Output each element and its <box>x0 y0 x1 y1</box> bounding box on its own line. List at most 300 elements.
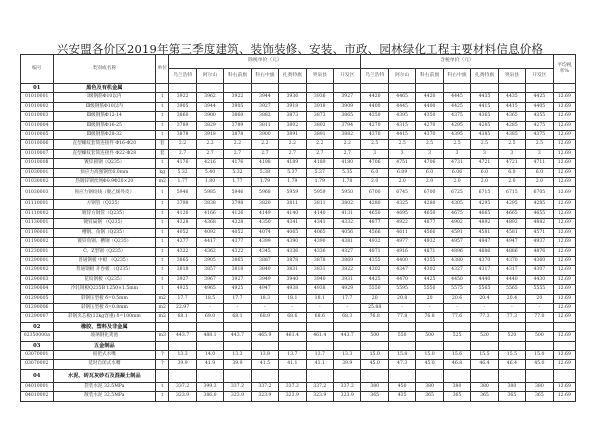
incl-tax-price: 4957 <box>443 238 470 247</box>
excl-tax-price: 39.9 <box>224 360 251 369</box>
excl-tax-price: 2.7 <box>251 149 278 158</box>
excl-tax-price: 3922 <box>224 93 251 102</box>
incl-tax-price: 2.0 <box>361 178 388 187</box>
excl-region-header: 乌兰浩特 <box>169 69 196 84</box>
excl-tax-price: 323.9 <box>169 392 196 401</box>
incl-tax-price: 550 <box>388 332 415 341</box>
item-unit: m2 <box>156 294 169 303</box>
item-name: 镀锌方钢管（Q235） <box>53 209 156 218</box>
excl-tax-price: 69.0 <box>196 313 223 322</box>
excl-tax-price: 3891 <box>306 131 333 140</box>
incl-tax-price: 4405 <box>526 102 554 111</box>
incl-tax-price: 4425 <box>361 275 388 284</box>
excl-tax-price: 3962 <box>196 93 223 102</box>
incl-tax-price: 4611 <box>388 228 415 237</box>
excl-tax-price: 18.1 <box>279 294 306 303</box>
avg-tax-rate: 12.69 <box>553 187 575 200</box>
incl-tax-price: 2.0 <box>471 178 498 187</box>
incl-tax-price: 4435 <box>471 93 498 102</box>
table-row <box>21 275 576 284</box>
incl-tax-price: 4280 <box>361 200 388 209</box>
incl-tax-price: 4295 <box>498 200 525 209</box>
item-code: 01010008 <box>21 159 54 168</box>
empty-cell <box>361 322 388 331</box>
empty-cell <box>224 322 251 331</box>
excl-tax-price: 5959 <box>306 187 333 200</box>
incl-tax-price: 4581 <box>471 228 498 237</box>
empty-cell <box>169 369 196 382</box>
avg-tax-rate: 12.69 <box>553 256 575 265</box>
item-name: 袋装水泥 32.5MPa <box>53 382 156 391</box>
incl-region-header: 科右前旗 <box>416 69 443 84</box>
incl-tax-price: 365 <box>443 392 470 401</box>
excl-tax-price: 4131 <box>333 209 361 218</box>
incl-tax-price: 3 <box>526 149 554 158</box>
item-code: 01030003 <box>21 187 54 200</box>
incl-region-header: 科右中旗 <box>443 69 470 84</box>
incl-tax-price: 4370 <box>361 131 388 140</box>
excl-tax-price: 2.2 <box>333 140 361 149</box>
empty-cell <box>196 341 223 350</box>
excl-tax-price: 4368 <box>196 219 223 228</box>
col-unit-header: 单位 <box>156 55 169 84</box>
excl-tax-price: 3798 <box>169 200 196 209</box>
excl-tax-price: - <box>279 303 306 312</box>
excl-tax-price: 4328 <box>169 219 196 228</box>
incl-tax-price: 4380 <box>443 256 470 265</box>
excl-tax-price: 465.9 <box>251 332 278 341</box>
incl-tax-price: 4706 <box>416 159 443 168</box>
empty-cell <box>169 341 196 350</box>
excl-tax-price: 3905 <box>169 102 196 111</box>
excl-tax-price: 3882 <box>333 131 361 140</box>
excl-tax-price: 5946 <box>224 187 251 200</box>
item-unit: t <box>156 200 169 209</box>
avg-tax-rate: 12.69 <box>553 200 575 209</box>
table-row <box>21 159 576 168</box>
table-row <box>21 187 576 200</box>
item-unit: t <box>156 382 169 391</box>
incl-tax-price: 520 <box>471 332 498 341</box>
excl-tax-price: 337.2 <box>169 382 196 391</box>
col-code-header: 编号 <box>21 55 54 84</box>
incl-tax-price: 4450 <box>443 275 470 284</box>
excl-tax-price: 1.77 <box>224 178 251 187</box>
avg-tax-rate: 12.69 <box>553 285 575 294</box>
incl-tax-price: 4420 <box>416 93 443 102</box>
item-code: 01010004 <box>21 121 54 130</box>
incl-tax-price: 4977 <box>388 238 415 247</box>
excl-tax-price: 3802 <box>306 121 333 130</box>
empty-cell <box>251 341 278 350</box>
avg-tax-rate: 12.69 <box>553 178 575 187</box>
excl-tax-price: 3927 <box>251 102 278 111</box>
item-unit: 个 <box>156 360 169 369</box>
excl-tax-price: 5950 <box>333 187 361 200</box>
excl-tax-price: 4341 <box>279 219 306 228</box>
incl-tax-price: 2.0 <box>526 178 554 187</box>
item-unit: t <box>156 209 169 218</box>
excl-tax-price: 4336 <box>279 247 306 256</box>
excl-tax-price: 4140 <box>279 209 306 218</box>
excl-tax-price: 39.9 <box>333 360 361 369</box>
table-row <box>21 121 576 130</box>
empty-cell <box>443 84 470 93</box>
empty-cell <box>498 322 525 331</box>
excl-tax-price: 3873 <box>279 112 306 121</box>
item-unit: t <box>156 266 169 275</box>
excl-tax-price: 17.7 <box>169 294 196 303</box>
item-code: 01190002 <box>21 238 54 247</box>
incl-tax-price: 15.0 <box>526 350 554 359</box>
empty-cell <box>251 369 278 382</box>
excl-tax-price: 3811 <box>279 200 306 209</box>
incl-tax-price: 5565 <box>471 285 498 294</box>
table-row <box>21 238 576 247</box>
incl-tax-price: 4882 <box>526 219 554 228</box>
incl-tax-price: - <box>443 303 470 312</box>
item-code: 01010007 <box>21 149 54 158</box>
item-code: 01110002 <box>21 209 54 218</box>
excl-tax-price: 3918 <box>196 131 223 140</box>
avg-tax-rate: 12.69 <box>553 294 575 303</box>
empty-cell <box>471 369 498 382</box>
table-row <box>21 285 576 294</box>
incl-tax-price: 4711 <box>526 159 554 168</box>
incl-tax-price: 5550 <box>361 285 388 294</box>
excl-tax-price: 4965 <box>196 285 223 294</box>
excl-tax-price: 386.0 <box>196 392 223 401</box>
incl-tax-price: 20 <box>526 294 554 303</box>
item-code: 03070002 <box>21 360 54 369</box>
empty-cell <box>306 322 333 331</box>
empty-cell <box>306 84 333 93</box>
incl-tax-price: 6.0 <box>498 168 525 177</box>
incl-tax-price: 4876 <box>526 247 554 256</box>
incl-tax-price: 4892 <box>498 219 525 228</box>
incl-tax-price: 4400 <box>361 102 388 111</box>
incl-tax-price: 2.0 <box>443 178 470 187</box>
excl-tax-group-header: 除税单价（元） <box>169 55 361 69</box>
excl-tax-price: 68.3 <box>333 313 361 322</box>
excl-tax-price: 3909 <box>333 102 361 111</box>
excl-tax-price: 13.3 <box>333 350 361 359</box>
excl-tax-price: 13.7 <box>279 350 306 359</box>
incl-tax-price: 4350 <box>416 112 443 121</box>
excl-tax-price: 3878 <box>306 256 333 265</box>
excl-tax-price: 3891 <box>279 131 306 140</box>
excl-tax-price: 2.2 <box>224 140 251 149</box>
incl-tax-price: 4435 <box>498 93 525 102</box>
incl-tax-price: 2.0 <box>416 178 443 187</box>
empty-cell <box>443 322 470 331</box>
excl-tax-price: 5.37 <box>279 168 306 177</box>
excl-tax-price: 3818 <box>169 266 196 275</box>
item-code: 01030001 <box>21 168 54 177</box>
excl-tax-price: 3900 <box>251 131 278 140</box>
incl-tax-price: 6.0 <box>526 168 554 177</box>
incl-tax-price: 4932 <box>416 238 443 247</box>
item-name: 彩钢夹芯板(12kg容重) δ=100mm <box>53 313 156 322</box>
excl-tax-price: 13.7 <box>306 350 333 359</box>
empty-cell <box>169 322 196 331</box>
excl-tax-price: 323.9 <box>251 392 278 401</box>
item-code: 01010001 <box>21 93 54 102</box>
incl-tax-price: 4932 <box>361 238 388 247</box>
excl-tax-price: 1.79 <box>251 178 278 187</box>
excl-tax-price: 4065 <box>306 228 333 237</box>
incl-tax-price: 4430 <box>526 275 554 284</box>
excl-tax-price: 5968 <box>251 187 278 200</box>
excl-tax-price: 4925 <box>224 285 251 294</box>
excl-tax-price: 2.7 <box>196 149 223 158</box>
excl-tax-price: 4332 <box>333 219 361 228</box>
incl-tax-price: 4425 <box>443 102 470 111</box>
incl-tax-price: 4370 <box>416 131 443 140</box>
excl-tax-price: 443.7 <box>224 332 251 341</box>
incl-tax-price: 20.8 <box>388 294 415 303</box>
incl-tax-price: 4566 <box>361 228 388 237</box>
incl-tax-price: 25.88 <box>361 303 388 312</box>
table-row <box>21 219 576 228</box>
incl-tax-price: 4886 <box>471 247 498 256</box>
excl-tax-price: 4399 <box>251 238 278 247</box>
avg-tax-rate: 12.69 <box>553 228 575 237</box>
avg-tax-rate: 12.69 <box>553 275 575 284</box>
excl-tax-price: 2.7 <box>306 149 333 158</box>
table-row <box>21 209 576 218</box>
avg-tax-rate: 12.69 <box>553 350 575 359</box>
incl-tax-price: 4325 <box>388 200 415 209</box>
item-name: 直型螺纹套筒连接件 Φ22-Φ28 <box>53 149 156 158</box>
excl-tax-price: 3927 <box>169 275 196 284</box>
incl-tax-price: 2.5 <box>388 140 415 149</box>
excl-tax-price: 4345 <box>251 247 278 256</box>
excl-tax-price: 3905 <box>224 102 251 111</box>
item-name: 扳把式水嘴 <box>53 350 156 359</box>
item-unit: t <box>156 159 169 168</box>
excl-tax-price: 2.2 <box>279 140 306 149</box>
avg-tax-rate: 12.69 <box>553 247 575 256</box>
incl-tax-price: 4425 <box>416 275 443 284</box>
incl-region-header: 乌兰浩特 <box>361 69 388 84</box>
item-code: 01290001 <box>21 256 54 265</box>
empty-cell <box>526 369 554 382</box>
incl-tax-price: 6.06 <box>443 168 470 177</box>
table-header <box>21 55 576 84</box>
item-name: 散装水泥 32.5MPa <box>53 392 156 401</box>
excl-tax-price: 5.32 <box>169 168 196 177</box>
item-code: 01010002 <box>21 102 54 111</box>
excl-tax-price: 39.9 <box>169 360 196 369</box>
excl-tax-price: 3927 <box>224 275 251 284</box>
excl-tax-price: 5.40 <box>196 168 223 177</box>
incl-tax-price: 77.6 <box>443 313 470 322</box>
empty-cell <box>416 322 443 331</box>
incl-tax-price: 6725 <box>443 187 470 200</box>
excl-tax-price: 3802 <box>333 200 361 209</box>
table-row <box>21 382 576 391</box>
item-code: 01110001 <box>21 200 54 209</box>
incl-tax-price: 2.5 <box>498 140 525 149</box>
item-name: Ⅲ级钢筋Φ28-32 <box>53 131 156 140</box>
incl-tax-price: 450 <box>388 382 415 391</box>
incl-tax-price: - <box>471 303 498 312</box>
avg-tax-rate: 12.69 <box>553 360 575 369</box>
empty-cell <box>224 341 251 350</box>
incl-tax-price: 4916 <box>388 247 415 256</box>
excl-tax-price: 3857 <box>196 266 223 275</box>
excl-tax-price: 3811 <box>251 121 278 130</box>
incl-tax-price: 6.0 <box>471 168 498 177</box>
incl-tax-price: 4355 <box>526 112 554 121</box>
item-name: Ⅲ级钢筋Φ16-25 <box>53 121 156 130</box>
incl-tax-price: 4317 <box>471 266 498 275</box>
incl-tax-price: 6700 <box>361 187 388 200</box>
excl-tax-price: 323.9 <box>224 392 251 401</box>
empty-cell <box>416 84 443 93</box>
excl-tax-price: 4126 <box>224 209 251 218</box>
item-name: C、Z型钢（Q235） <box>53 247 156 256</box>
avg-tax-rate: 12.69 <box>553 238 575 247</box>
excl-tax-price: 3818 <box>224 266 251 275</box>
incl-tax-price: 4302 <box>416 266 443 275</box>
item-code: 01290003 <box>21 275 54 284</box>
excl-tax-price: 4925 <box>169 285 196 294</box>
excl-tax-price: 2.7 <box>333 149 361 158</box>
incl-tax-price: 4415 <box>388 131 415 140</box>
table-row <box>21 131 576 140</box>
excl-tax-price: 443.7 <box>333 332 361 341</box>
section-code: 02 <box>21 322 54 331</box>
excl-tax-price: 3882 <box>251 112 278 121</box>
empty-cell <box>388 341 415 350</box>
empty-cell <box>251 84 278 93</box>
excl-tax-price: 4390 <box>306 238 333 247</box>
table-row <box>21 313 576 322</box>
excl-tax-price: 399.3 <box>196 382 223 391</box>
item-unit: t <box>156 285 169 294</box>
incl-tax-price: 4400 <box>388 256 415 265</box>
item-code: 01030002 <box>21 178 54 187</box>
item-unit: t <box>156 256 169 265</box>
incl-tax-price: 20.4 <box>498 294 525 303</box>
incl-tax-price: 435 <box>388 392 415 401</box>
avg-tax-rate: 12.69 <box>553 332 575 341</box>
incl-tax-price: 77.3 <box>471 313 498 322</box>
item-unit: t <box>156 228 169 237</box>
item-code: 02350000a <box>21 332 54 341</box>
incl-tax-price: 6.09 <box>388 168 415 177</box>
item-code: 01290005 <box>21 294 54 303</box>
excl-tax-price: 3869 <box>333 256 361 265</box>
section-name: 五金制品 <box>53 341 156 350</box>
excl-region-header: 开发区 <box>333 69 361 84</box>
excl-tax-price: 3789 <box>224 121 251 130</box>
excl-tax-price: 17.7 <box>333 294 361 303</box>
excl-tax-price: 4216 <box>196 159 223 168</box>
excl-tax-price: 3838 <box>196 200 223 209</box>
incl-tax-price: 4922 <box>388 219 415 228</box>
avg-tax-rate: 12.69 <box>553 102 575 111</box>
item-code: 01290006 <box>21 303 54 312</box>
empty-cell <box>224 369 251 382</box>
empty-cell <box>361 84 388 93</box>
incl-tax-price: 4385 <box>471 131 498 140</box>
incl-tax-price: 4706 <box>361 159 388 168</box>
incl-tax-price: 4470 <box>388 275 415 284</box>
item-name: 预应力钢绞线（聚乙烯外皮） <box>53 187 156 200</box>
excl-region-header: 科右中旗 <box>251 69 278 84</box>
incl-region-header: 开发区 <box>526 69 554 84</box>
excl-tax-price: 4092 <box>196 228 223 237</box>
section-row <box>21 84 576 93</box>
excl-tax-price: 18.3 <box>251 294 278 303</box>
incl-tax-price: 2.5 <box>471 140 498 149</box>
excl-tax-price: 3865 <box>224 256 251 265</box>
table-row <box>21 200 576 209</box>
incl-tax-price: 4415 <box>498 102 525 111</box>
avg-tax-rate: 12.69 <box>553 266 575 275</box>
empty-cell <box>526 322 554 331</box>
excl-tax-price: 4189 <box>279 159 306 168</box>
excl-tax-price: 3878 <box>169 131 196 140</box>
empty-cell <box>169 84 196 93</box>
incl-tax-price: 4307 <box>526 266 554 275</box>
empty-cell <box>553 369 575 382</box>
excl-tax-price: 4189 <box>306 159 333 168</box>
incl-tax-price: 4902 <box>443 219 470 228</box>
incl-tax-price: 365 <box>526 392 554 401</box>
incl-tax-price: 5555 <box>526 285 554 294</box>
incl-tax-price: 4315 <box>388 121 415 130</box>
excl-tax-price: 3944 <box>251 93 278 102</box>
section-name: 水泥、砖瓦灰砂石及混凝土制品 <box>53 369 156 382</box>
incl-tax-price: 4385 <box>498 131 525 140</box>
excl-tax-price: 2.7 <box>224 149 251 158</box>
item-name: 槽钢、角钢（Q235） <box>53 228 156 237</box>
incl-tax-price: 20 <box>416 294 443 303</box>
incl-tax-price: - <box>416 303 443 312</box>
incl-tax-price: 6705 <box>526 187 554 200</box>
incl-tax-price: 46.4 <box>471 360 498 369</box>
excl-tax-price: 4947 <box>251 285 278 294</box>
item-unit: 套 <box>156 140 169 149</box>
item-unit: t <box>156 187 169 200</box>
empty-cell <box>156 322 169 331</box>
incl-tax-price: 4896 <box>443 247 470 256</box>
excl-tax-price: 3967 <box>196 275 223 284</box>
incl-tax-price: 2.5 <box>361 140 388 149</box>
empty-cell <box>156 341 169 350</box>
excl-tax-price: 68.1 <box>224 313 251 322</box>
excl-tax-price: 4074 <box>251 228 278 237</box>
incl-tax-price: 4445 <box>443 93 470 102</box>
empty-cell <box>333 341 361 350</box>
table-row <box>21 178 576 187</box>
excl-tax-price: 1.78 <box>333 178 361 187</box>
incl-tax-price: 4650 <box>361 209 388 218</box>
empty-cell <box>156 369 169 382</box>
avg-tax-rate: 12.69 <box>553 149 575 158</box>
section-code: 03 <box>21 341 54 350</box>
incl-tax-price: 4665 <box>498 209 525 218</box>
excl-tax-price: 3922 <box>169 93 196 102</box>
avg-tax-rate: 12.69 <box>553 140 575 149</box>
excl-tax-price: 4929 <box>333 285 361 294</box>
incl-tax-price: 380 <box>526 382 554 391</box>
incl-tax-price: 2.5 <box>416 140 443 149</box>
